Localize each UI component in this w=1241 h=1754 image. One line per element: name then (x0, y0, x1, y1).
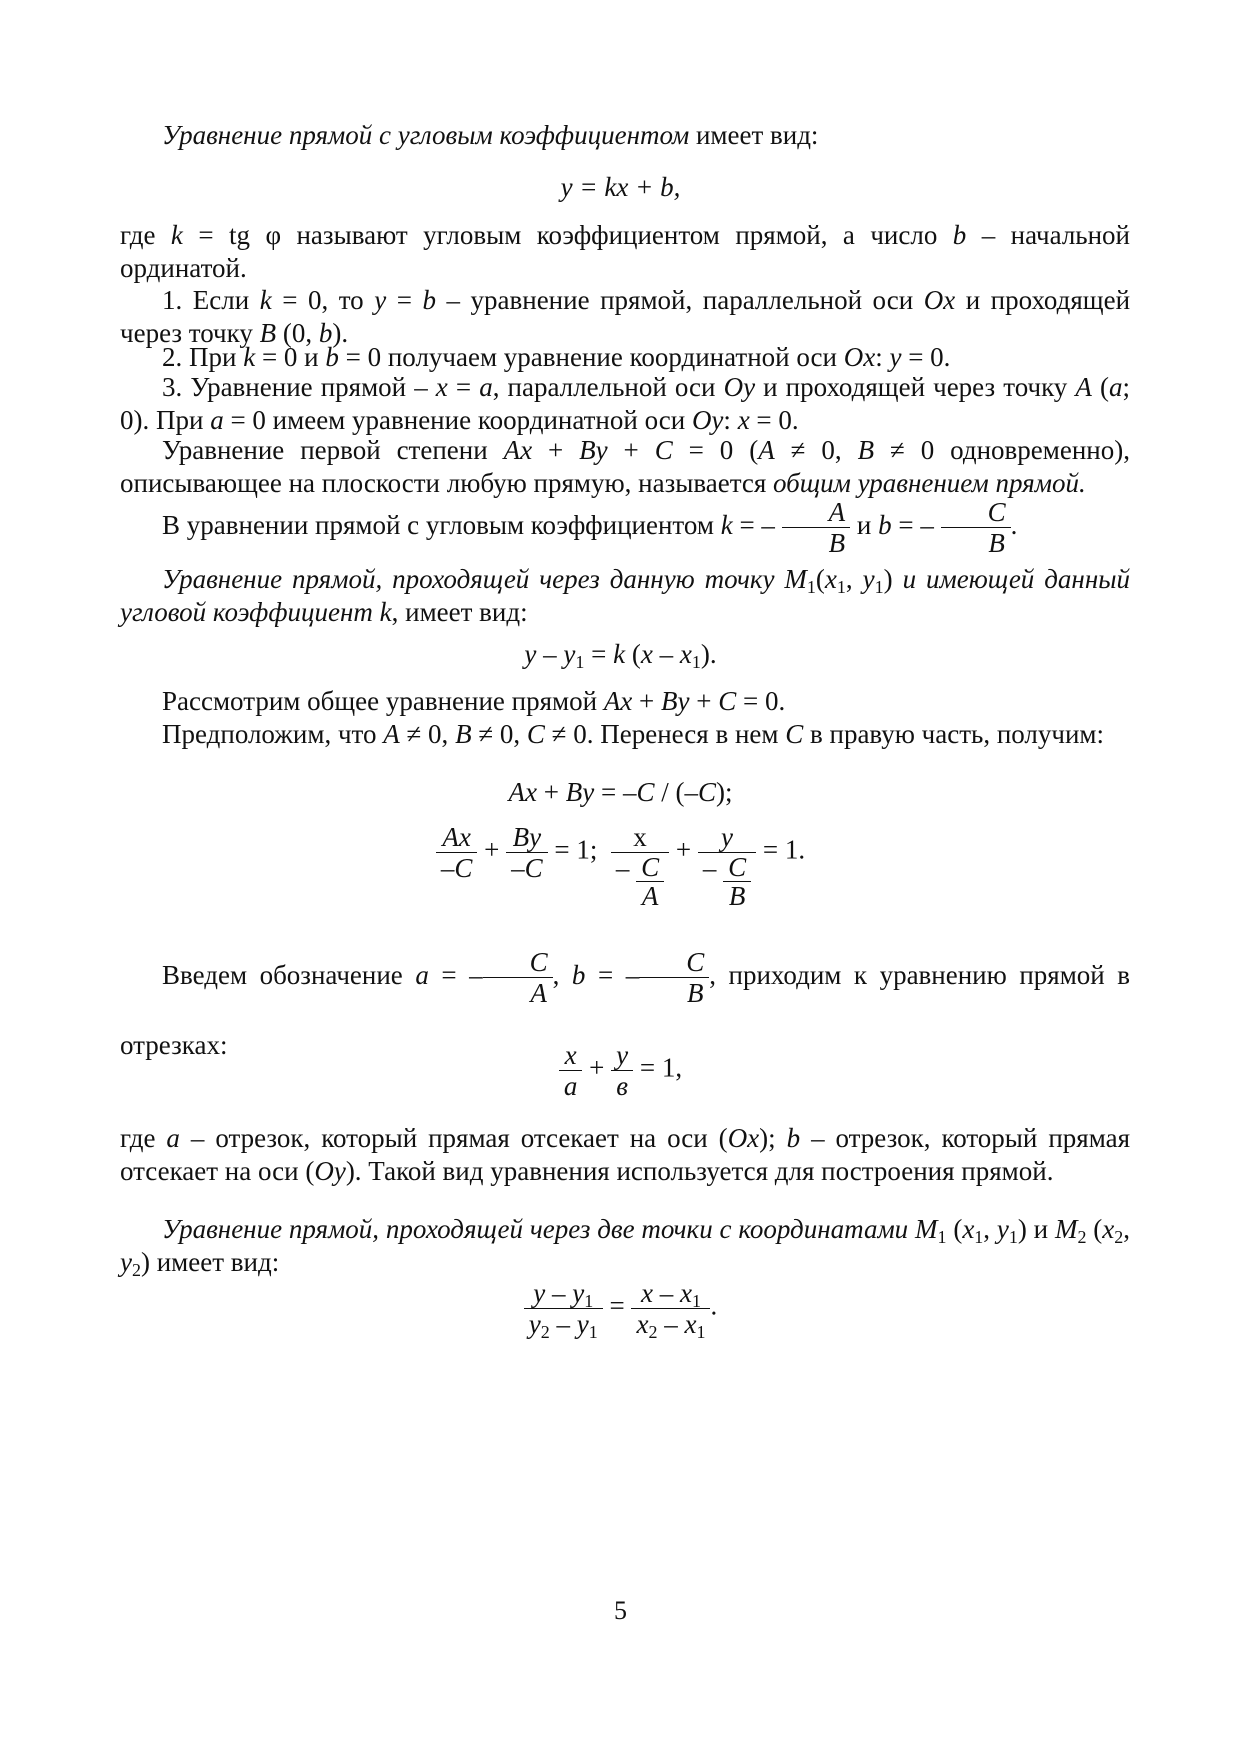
paragraph-general-equation: Уравнение первой степени Ax + By + C = 0 (A ≠ 0, B ≠ 0 одновременно), описывающее на плоскости любую прямую, называется общим уравнением прямой. (120, 435, 1130, 498)
text: , параллельной оси (492, 372, 724, 402)
term-point-slope-2: и имеющей данный угловой коэффициент (120, 564, 1130, 627)
equation-normalized: $\frac{Ax}{-C}$ + $\frac{By}{-C}$ = 1; x – $\frac{C}{A}$ + y – $\frac{C}{B}$ = 1. (0, 822, 1241, 910)
var: a (1108, 372, 1123, 402)
text: = 0 и (255, 342, 326, 372)
var: x (737, 405, 750, 435)
text: в правую часть, получим: (803, 719, 1105, 749)
text: 1. Если (162, 285, 260, 315)
var: k (170, 220, 183, 250)
var: y (889, 342, 902, 372)
text: одновременно), описывающее на плоскости любую прямую, называется (120, 435, 1130, 498)
text: Введем обозначение (162, 960, 416, 990)
text: = tg φ называют угловым коэффициентом прямой, а число (182, 220, 953, 250)
text: : (875, 342, 890, 372)
paragraph-slope-coefficients: В уравнении прямой с угловым коэффициентом k = – $\frac{A}{B}$ и b = – $\frac{C}{B}$ . (162, 497, 1018, 559)
paragraph-point-slope-intro: Уравнение прямой, проходящей через данную точку $M_1(x_1$, $y_1$) и имеющей данный угловой коэффициент k, имеет вид: (120, 564, 1130, 627)
fraction-x-part: $\frac{x - x_1}{x_2 - x_1}$ (631, 1278, 710, 1339)
paragraph-suppose: Предположим, что A ≠ 0, B ≠ 0, C ≠ 0. Перенеся в нем C в правую часть, получим: (162, 719, 1105, 749)
text: имеет вид: (149, 1247, 280, 1277)
term-general-equation: общим уравнением прямой. (773, 468, 1086, 498)
text: ); (759, 1123, 787, 1153)
fraction-c-over-b: $\frac{C}{B}$ (941, 497, 1011, 558)
text: ( (1091, 372, 1109, 402)
var: b (952, 220, 967, 250)
text: – начальной ординатой. (120, 220, 1131, 283)
text: В уравнении прямой с угловым коэффициентом (162, 510, 721, 540)
text: и проходящей через точку (755, 372, 1076, 402)
text: Уравнение первой степени (162, 435, 504, 465)
text: имеет вид: (689, 120, 819, 150)
text: : (723, 405, 738, 435)
var: k (379, 597, 392, 627)
text: ( (733, 435, 759, 465)
list-item-3: 3. Уравнение прямой – x = a, параллельной оси Oy и проходящей через точку A (a; 0). При a = 0 имеем уравнение координатной оси Oy: x = 0. (120, 372, 1130, 435)
text: – отрезок, который прямая отсекает на оси ( (120, 1123, 1130, 1186)
paragraph-consider-general: Рассмотрим общее уравнение прямой Ax + By + C = 0. (162, 686, 786, 716)
var: b (318, 318, 333, 348)
var: M (784, 564, 807, 594)
var: Ox (843, 342, 876, 372)
var: a (210, 405, 224, 435)
var: B (857, 435, 875, 465)
list-item-2 (120, 341, 1130, 374)
text: (0, (276, 318, 319, 348)
text: = 0 имеем уравнение координатной оси (223, 405, 692, 435)
var: b (325, 342, 339, 372)
term-two-point: Уравнение прямой, проходящей через две точки с координатами (162, 1214, 915, 1244)
fraction-a-over-b: $\frac{A}{B}$ (782, 497, 851, 558)
text: – отрезок, который прямая отсекает на оси ( (179, 1123, 728, 1153)
text: и (856, 510, 879, 540)
text: ). Такой вид уравнения используется для построения прямой. (345, 1156, 1054, 1186)
fraction-y-part: $\frac{y - y_1}{y_2 - y_1}$ (524, 1278, 603, 1339)
fraction-x-over-a: $\frac{x}{a}$ (559, 1040, 583, 1101)
fraction-ax-over-minus-c: $\frac{Ax}{-C}$ (436, 822, 478, 883)
text: и (1026, 1214, 1049, 1244)
fraction-c-over-b-2: $\frac{C}{B}$ (639, 947, 709, 1008)
var: Oy (723, 372, 756, 402)
equation-intercept-form: $\frac{x}{a}$ + $\frac{y}{в}$ = 1, (0, 1040, 1241, 1101)
var: A (1075, 372, 1092, 402)
text: , имеет вид: (391, 597, 528, 627)
equation-slope-intercept (0, 171, 1241, 204)
text: ). (332, 318, 349, 348)
equation-transposed: Ax + By = –C / (–C); (508, 777, 733, 807)
text: = 0. (749, 405, 799, 435)
list-item-1: 1. Если k = 0, то y = b – уравнение прямой, параллельной оси Ox и проходящей через точку B (0, b). (120, 285, 1131, 348)
term-point-slope: Уравнение прямой, проходящей через данную точку (162, 564, 785, 594)
paragraph-slope-intro (120, 119, 1130, 152)
fraction-y-over-v: $\frac{y}{в}$ (611, 1040, 633, 1101)
var: k (720, 510, 733, 540)
var: b (422, 285, 436, 315)
text: 3. Уравнение прямой – (162, 372, 436, 402)
text: где (120, 1123, 167, 1153)
paragraph-slope-definition (120, 219, 1130, 285)
var: k (243, 342, 256, 372)
var: y (374, 285, 387, 315)
var: A (758, 435, 775, 465)
paragraph-intercepts-meaning: где a – отрезок, который прямая отсекает на оси (Ox); b – отрезок, который прямая отсекает на оси (Oy). Такой вид уравнения используется для построения прямой. (120, 1123, 1130, 1186)
var: x (435, 372, 448, 402)
var: Ax (503, 435, 533, 465)
var: Oy (691, 405, 724, 435)
paragraph-two-point-intro: Уравнение прямой, проходящей через две точки с координатами $M_1$ ($x_1$, $y_1$) и $M_2$ ($x_2$, $y_2$) имеет вид: (120, 1214, 1131, 1280)
fraction-by-over-minus-c: $\frac{By}{-C}$ (506, 822, 548, 883)
text: . Перенеся в нем (586, 719, 786, 749)
var: a (479, 372, 493, 402)
var: b (878, 510, 892, 540)
equation-text: y = kx + b, (560, 172, 681, 202)
var: By (579, 435, 608, 465)
text: ; 0). При (120, 372, 1130, 435)
term-slope-equation: Уравнение прямой с угловым коэффициентом (162, 120, 690, 150)
text: Рассмотрим общее уравнение прямой (162, 686, 604, 716)
text: и проходящей через точку (120, 285, 1131, 348)
var: C (654, 435, 673, 465)
var: B (259, 318, 277, 348)
page-number: 5 (614, 1596, 627, 1625)
var: Ox (923, 285, 956, 315)
paragraph-notation: Введем обозначение a = – $\frac{C}{A}$ , b = – $\frac{C}{B}$ , приходим к уравнению прямой в отрезках: (120, 947, 1131, 1060)
text: Предположим, что (162, 719, 384, 749)
text: = 0 получаем уравнение координатной оси (338, 342, 844, 372)
text: – уравнение прямой, параллельной оси (435, 285, 924, 315)
text: , приходим к уравнению прямой в отрезках: (120, 960, 1131, 1060)
fraction-c-over-a: $\frac{C}{A}$ (483, 947, 553, 1008)
text: = 0, то (271, 285, 375, 315)
text: где (120, 220, 171, 250)
equation-two-point: $\frac{y - y_1}{y_2 - y_1}$ = $\frac{x - x_1}{x_2 - x_1}$ . (0, 1278, 1241, 1339)
fraction-y-over-c-b: y – $\frac{C}{B}$ (698, 822, 756, 910)
text: = 0. (901, 342, 951, 372)
var: k (259, 285, 272, 315)
equation-point-slope: $y - y_1 = k$ $(x - x_1)$. (524, 639, 717, 672)
text: 2. При (162, 342, 244, 372)
fraction-x-over-c-a: x – $\frac{C}{A}$ (611, 822, 669, 910)
